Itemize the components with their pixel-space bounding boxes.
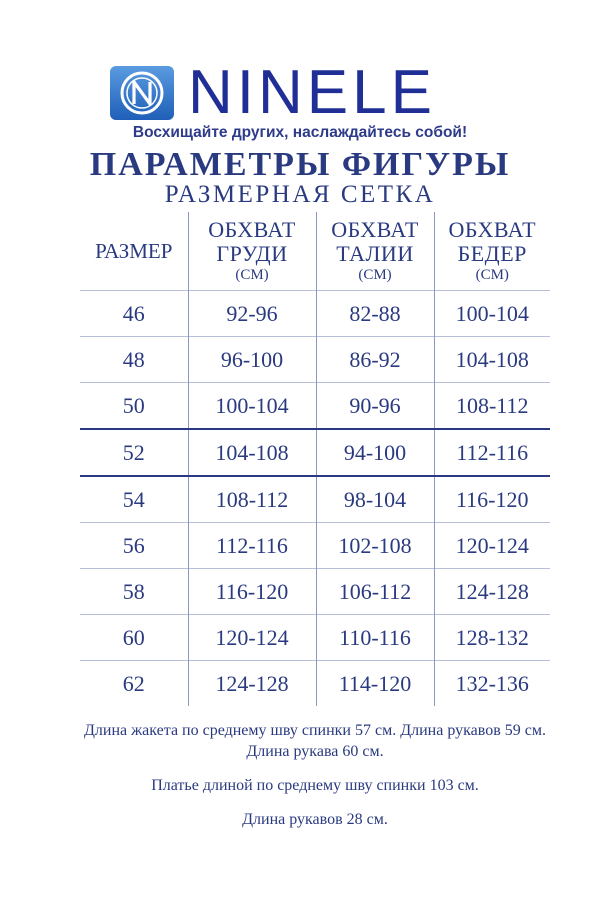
page-title: ПАРАМЕТРЫ ФИГУРЫ (89, 146, 511, 183)
cell-hips: 100-104 (434, 291, 550, 337)
cell-hips: 112-116 (434, 429, 550, 476)
header-waist: ОБХВАТ ТАЛИИ (СМ) (316, 212, 434, 291)
cell-hips: 104-108 (434, 337, 550, 383)
cell-size: 60 (80, 615, 188, 661)
cell-waist: 102-108 (316, 523, 434, 569)
table-header-row (80, 212, 550, 291)
cell-size: 52 (80, 429, 188, 476)
table-row (80, 429, 550, 476)
cell-chest: 120-124 (188, 615, 316, 661)
page-subtitle: РАЗМЕРНАЯ СЕТКА (164, 181, 436, 208)
cell-chest: 124-128 (188, 661, 316, 707)
cell-size: 62 (80, 661, 188, 707)
cell-waist: 90-96 (316, 383, 434, 430)
table-row (80, 615, 550, 661)
cell-chest: 96-100 (188, 337, 316, 383)
cell-waist: 98-104 (316, 476, 434, 523)
cell-chest: 104-108 (188, 429, 316, 476)
header-chest: ОБХВАТ ГРУДИ (СМ) (188, 212, 316, 291)
table-row (80, 383, 550, 430)
header-size: РАЗМЕР (95, 238, 173, 263)
cell-size: 54 (80, 476, 188, 523)
cell-chest: 112-116 (188, 523, 316, 569)
cell-waist: 94-100 (316, 429, 434, 476)
table-row (80, 523, 550, 569)
cell-hips: 132-136 (434, 661, 550, 707)
table-row (80, 291, 550, 337)
cell-size: 48 (80, 337, 188, 383)
cell-waist: 114-120 (316, 661, 434, 707)
cell-waist: 82-88 (316, 291, 434, 337)
brand-logo (108, 58, 508, 127)
note-sleeves: Длина рукавов 28 см. (242, 811, 388, 828)
cell-size: 56 (80, 523, 188, 569)
cell-hips: 108-112 (434, 383, 550, 430)
table-row (80, 661, 550, 707)
note-jacket: Длина жакета по среднему шву спинки 57 см. Длина рукавов 59 см. Длина рукава 60 см. (84, 722, 546, 760)
cell-chest: 100-104 (188, 383, 316, 430)
cell-chest: 92-96 (188, 291, 316, 337)
garment-notes (70, 720, 560, 843)
cell-waist: 86-92 (316, 337, 434, 383)
cell-hips: 128-132 (434, 615, 550, 661)
cell-hips: 124-128 (434, 569, 550, 615)
size-chart-table (80, 212, 550, 706)
cell-size: 46 (80, 291, 188, 337)
brand-slogan: Восхищайте других, наслаждайтесь собой! (132, 124, 468, 141)
table-row (80, 476, 550, 523)
cell-size: 50 (80, 383, 188, 430)
cell-hips: 120-124 (434, 523, 550, 569)
cell-hips: 116-120 (434, 476, 550, 523)
header-hips: ОБХВАТ БЕДЕР (СМ) (434, 212, 550, 291)
note-dress: Платье длиной по среднему шву спинки 103 см. (151, 777, 479, 794)
cell-chest: 116-120 (188, 569, 316, 615)
table-row (80, 337, 550, 383)
brand-name: NINELE (188, 58, 436, 127)
table-row (80, 569, 550, 615)
cell-chest: 108-112 (188, 476, 316, 523)
cell-size: 58 (80, 569, 188, 615)
circled-n-logo-icon (110, 66, 174, 120)
cell-waist: 110-116 (316, 615, 434, 661)
cell-waist: 106-112 (316, 569, 434, 615)
